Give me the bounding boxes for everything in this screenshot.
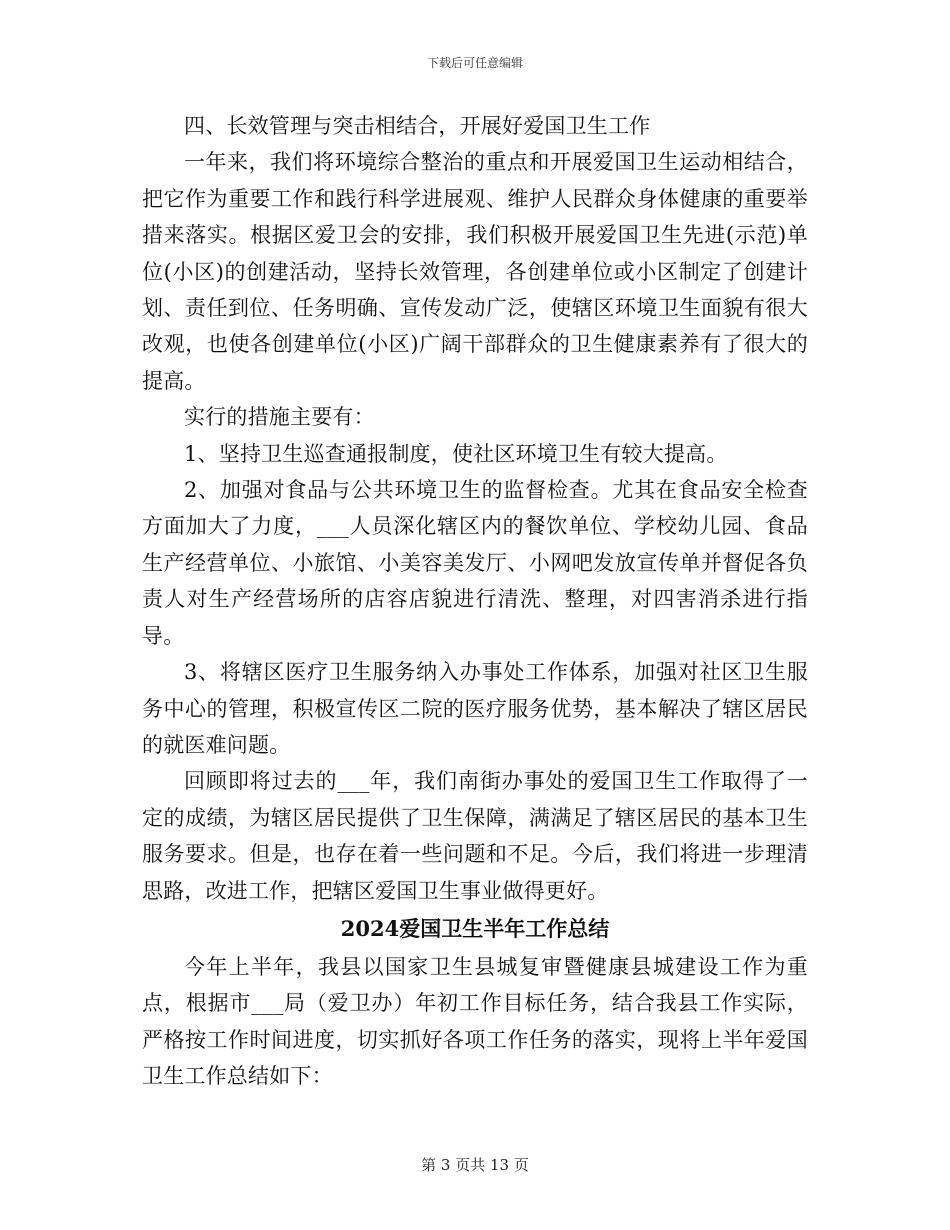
download-note: 下载后可任意编辑 bbox=[426, 56, 523, 70]
paragraph-half-year-intro: 今年上半年，我县以国家卫生县城复审暨健康县城建设工作为重点，根据市___局（爱卫办）年初工作目标任务，结合我县工作实际，严格按工作时间进度，切实抓好各项工作任务的落实，现将上半年爱国卫生工作总结如下： bbox=[142, 954, 808, 1089]
paragraph-review: 回顾即将过去的___年，我们南街办事处的爱国卫生工作取得了一定的成绩，为辖区居民提供了卫生保障，满满足了辖区居民的基本卫生服务要求。但是，也存在着一些问题和不足。今后，我们将进一步理清思路，改进工作，把辖区爱国卫生事业做得更好。 bbox=[142, 769, 808, 903]
paragraph-measure-2: 2、加强对食品与公共环境卫生的监督检查。尤其在食品安全检查方面加大了力度，___人员深化辖区内的餐饮单位、学校幼儿园、食品生产经营单位、小旅馆、小美容美发厅、小网吧发放宣传单并督促各负责人对生产经营场所的店容店貌进行清洗、整理，对四害消杀进行指导。 bbox=[142, 478, 808, 648]
paragraph-measure-3: 3、将辖区医疗卫生服务纳入办事处工作体系，加强对社区卫生服务中心的管理，积极宣传区二院的医疗服务优势，基本解决了辖区居民的就医难问题。 bbox=[142, 660, 808, 757]
paragraph-year-summary: 一年来，我们将环境综合整治的重点和开展爱国卫生运动相结合，把它作为重要工作和践行科学进展观、维护人民群众身体健康的重要举措来落实。根据区爱卫会的安排，我们积极开展爱国卫生先进(示范)单位(小区)的创建活动，坚持长效管理，各创建单位或小区制定了创建计划、责任到位、任务明确、宣传发动广泛，使辖区环境卫生面貌有很大改观，也使各创建单位(小区)广阔干部群众的卫生健康素养有了很大的提高。 bbox=[142, 150, 808, 393]
paragraph-measures-intro: 实行的措施主要有： bbox=[184, 405, 375, 430]
paragraph-measure-1: 1、坚持卫生巡查通报制度，使社区环境卫生有较大提高。 bbox=[184, 441, 728, 466]
document-body bbox=[142, 108, 808, 1095]
paragraph-section-four-heading: 四、长效管理与突击相结合，开展好爱国卫生工作 bbox=[184, 114, 651, 138]
section-title: 2024爱国卫生半年工作总结 bbox=[340, 915, 610, 941]
page-number: 第 3 页共 13 页 bbox=[421, 1156, 529, 1174]
